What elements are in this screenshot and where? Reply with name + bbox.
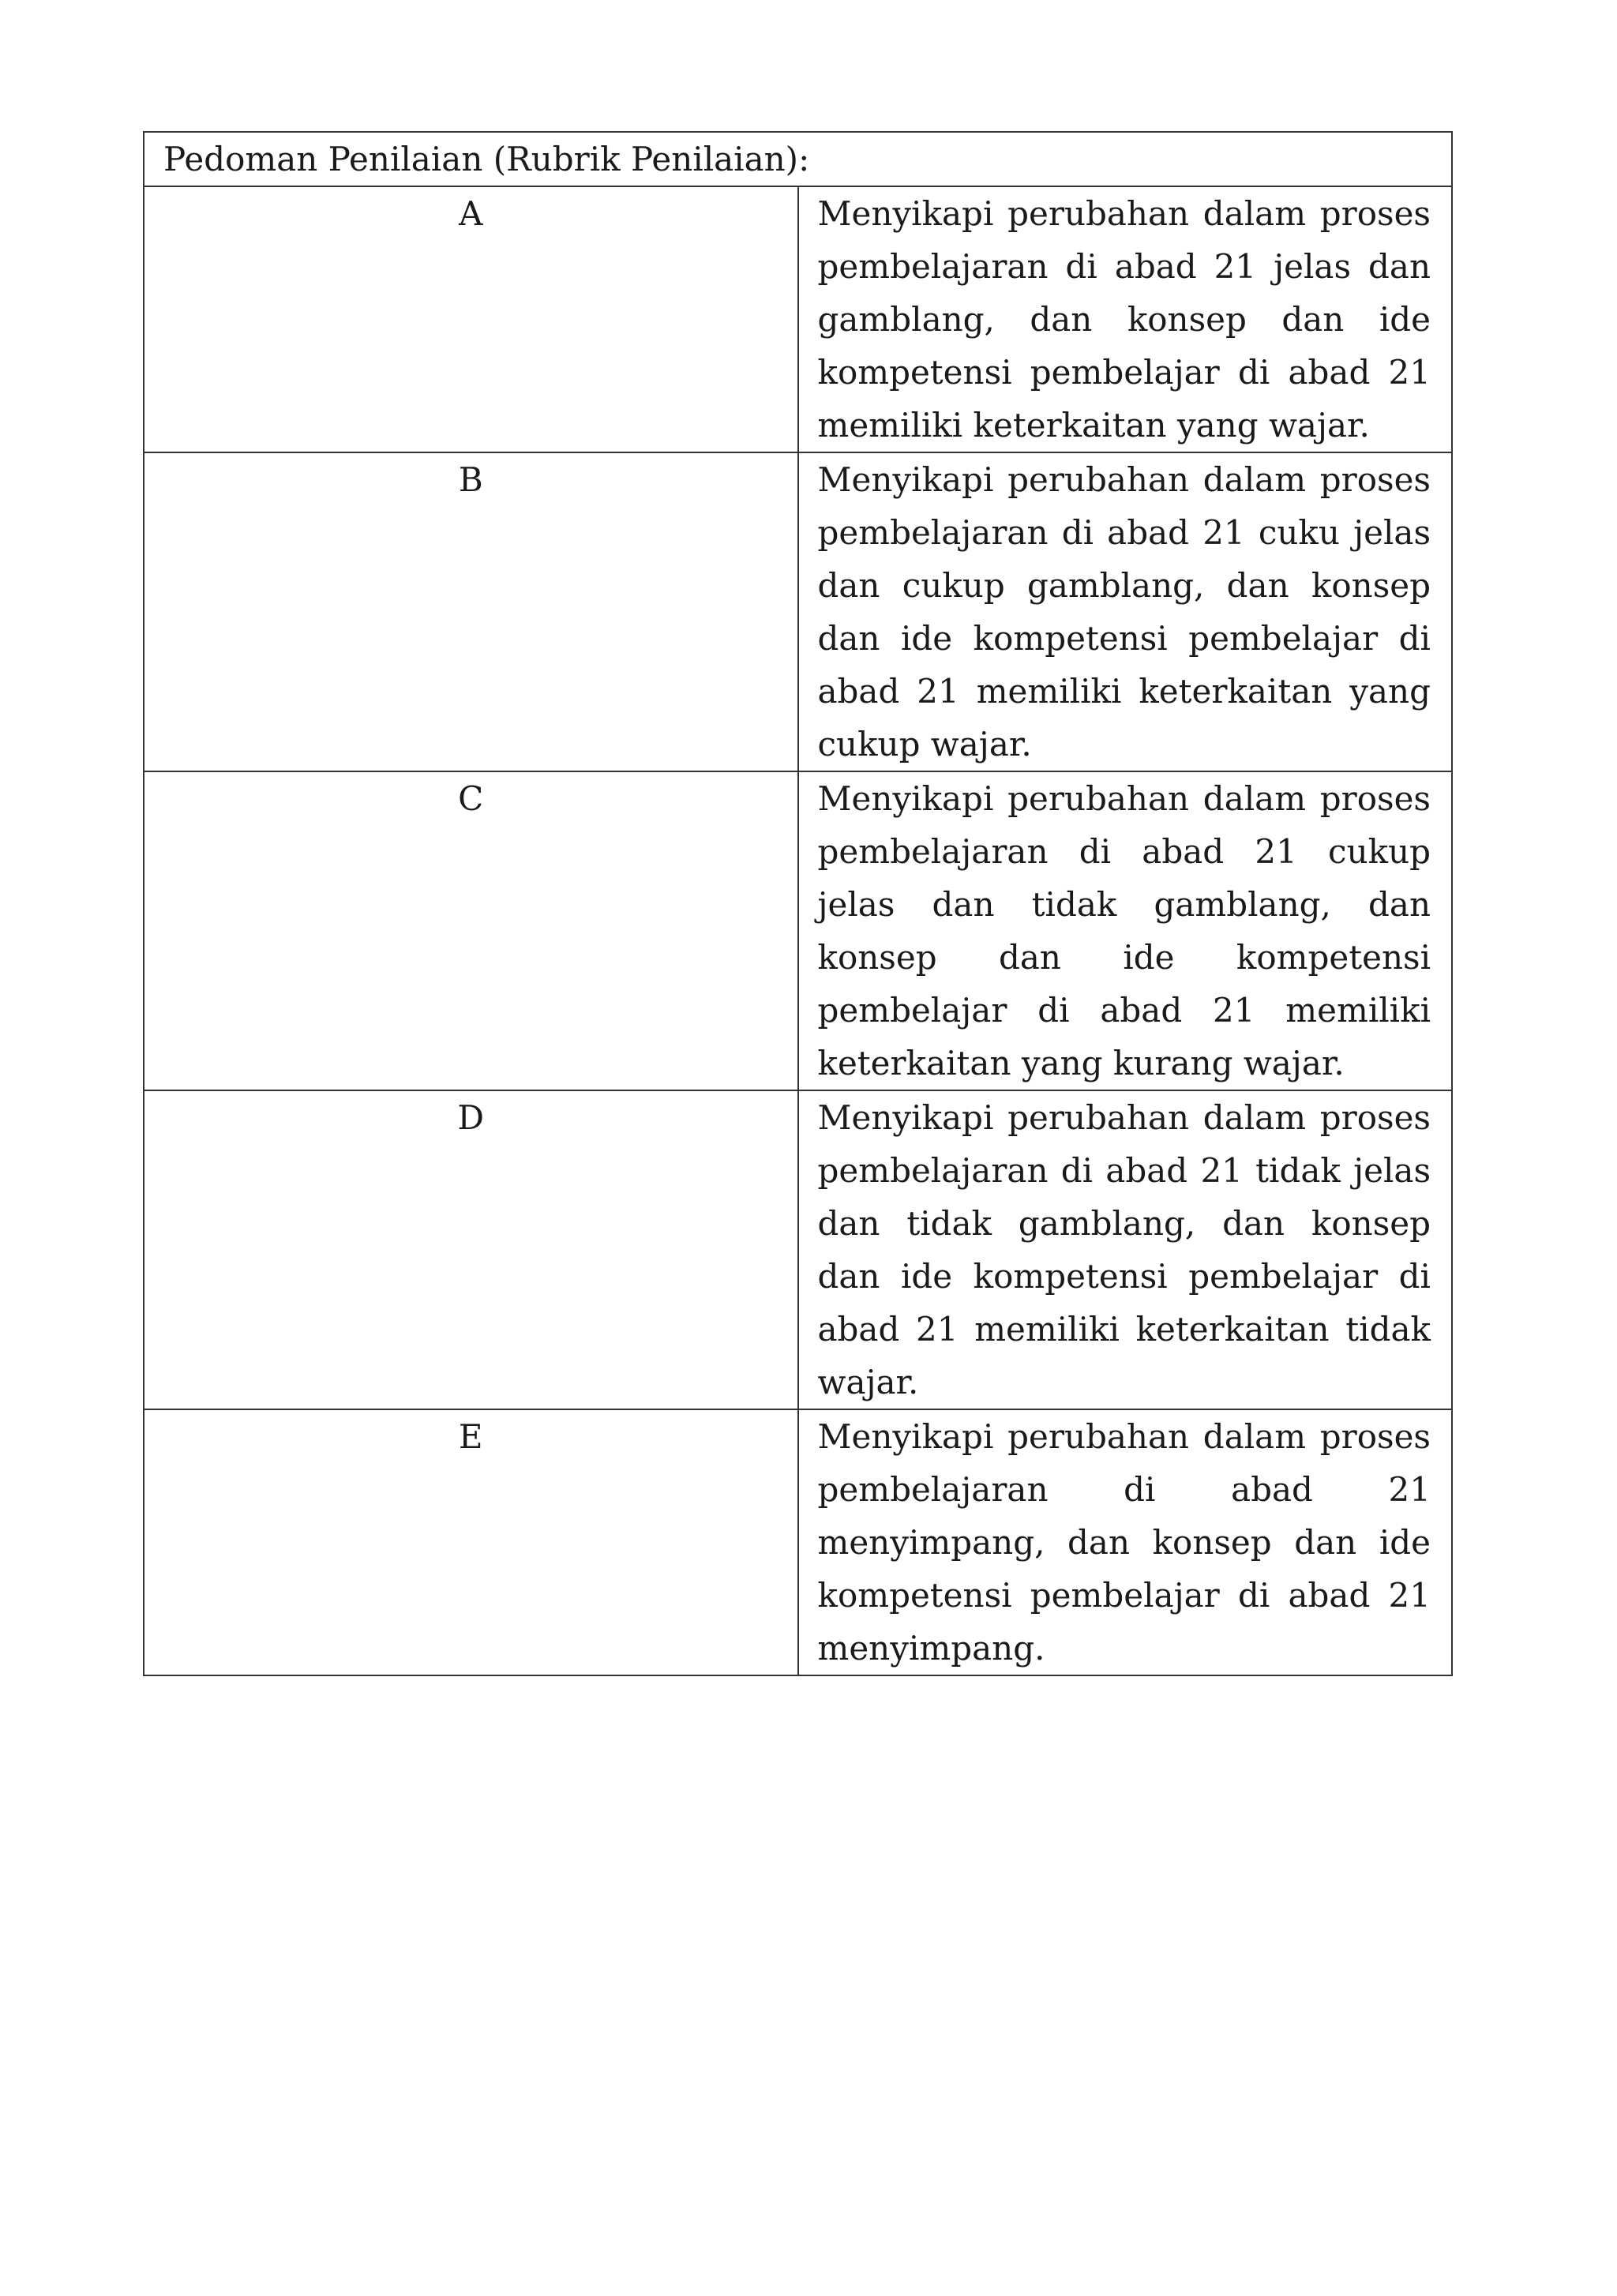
rubric-row-d <box>144 1090 1452 1409</box>
rubric-row-e <box>144 1409 1452 1675</box>
grade-label: B <box>144 452 798 771</box>
grade-label: E <box>144 1409 798 1675</box>
grade-description: Menyikapi perubahan dalam proses pembelajaran di abad 21 cuku jelas dan cukup gamblang, dan konsep dan ide kompetensi pembelajar di abad 21 memiliki keterkaitan yang cukup wajar. <box>798 452 1453 771</box>
grade-description: Menyikapi perubahan dalam proses pembelajaran di abad 21 menyimpang, dan konsep dan ide kompetensi pembelajar di abad 21 menyimpang. <box>798 1409 1453 1675</box>
grade-description: Menyikapi perubahan dalam proses pembelajaran di abad 21 cukup jelas dan tidak gamblang, dan konsep dan ide kompetensi pembelajar di abad 21 memiliki keterkaitan yang kurang wajar. <box>798 771 1453 1090</box>
rubric-table <box>143 131 1453 1676</box>
rubric-row-a <box>144 186 1452 452</box>
rubric-row-c <box>144 771 1452 1090</box>
grade-description: Menyikapi perubahan dalam proses pembelajaran di abad 21 jelas dan gamblang, dan konsep dan ide kompetensi pembelajar di abad 21 memiliki keterkaitan yang wajar. <box>798 186 1453 452</box>
grade-label: A <box>144 186 798 452</box>
grade-label: D <box>144 1090 798 1409</box>
grade-label: C <box>144 771 798 1090</box>
rubric-row-b <box>144 452 1452 771</box>
grade-description: Menyikapi perubahan dalam proses pembelajaran di abad 21 tidak jelas dan tidak gamblang, dan konsep dan ide kompetensi pembelajar di abad 21 memiliki keterkaitan tidak wajar. <box>798 1090 1453 1409</box>
rubric-header-row <box>144 132 1452 186</box>
rubric-header: Pedoman Penilaian (Rubrik Penilaian): <box>144 132 1452 186</box>
